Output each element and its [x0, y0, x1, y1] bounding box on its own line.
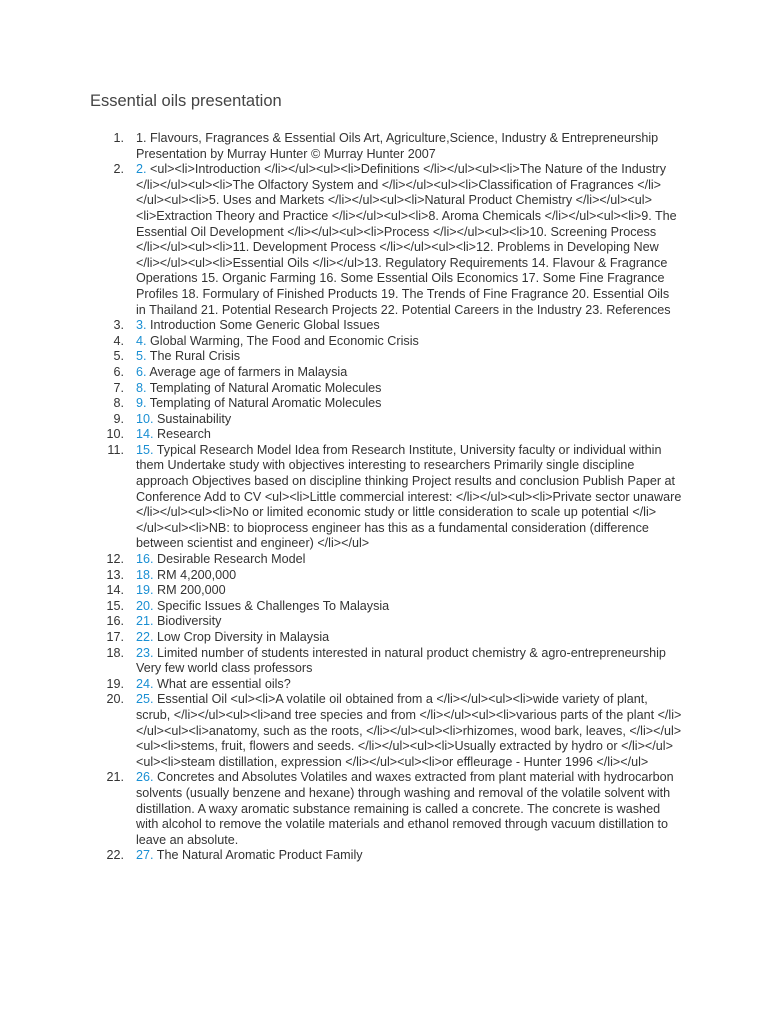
slide-number-link[interactable]: 2. [136, 162, 147, 177]
list-item [0, 692, 768, 770]
list-item-number: 15. [106, 598, 124, 613]
slide-number-link[interactable]: 21. [136, 614, 154, 629]
list-item [0, 318, 768, 334]
list-item-text: RM 200,000 [157, 583, 226, 598]
list-item-text: Sustainability [157, 411, 232, 426]
list-item [0, 349, 768, 365]
list-item-text: Templating of Natural Aromatic Molecules [149, 396, 382, 411]
list-item-number: 7. [113, 380, 124, 395]
list-item-text: The Rural Crisis [149, 349, 241, 364]
list-item-number: 3. [113, 318, 124, 333]
list-item [0, 427, 768, 443]
list-item-number: 17. [106, 630, 124, 644]
list-item-text: Desirable Research Model [157, 552, 306, 567]
list-item-number: 18. [106, 645, 124, 660]
list-item [0, 443, 768, 552]
list-item-text: <ul><li>Introduction </li></ul><ul><li>Definitions </li></ul><ul><li>The Nature of the Industry </li></ul><ul><li>The Olfactory System and </li></ul><ul><li>Classification of Fragrances </li></ul><ul><li>5. Uses and Markets </li></ul><ul><li>Natural Product Chemistry </li></ul><ul><li>Extraction Theory and Practice </li></ul><ul><li>8. Aroma Chemicals </li></ul><ul><li>9. The Essential Oil Development </li></ul><ul><li>Process </li></ul><ul><li>10. Screening Process </li></ul><ul><li>11. Development Process </li></ul><ul><li>12. Problems in Developing New </li></ul><ul><li>Essential Oils </li></ul>13. Regulatory Requirements 14. Flavour & Fragrance Operations 15. Organic Farming 16. Some Essential Oils Economics 17. Some Fine Fragrance Profiles 18. Formulary of Finished Products 19. The Trends of Fine Fragrance 20. Essential Oils in Thailand 21. Potential Research Projects 22. Potential Careers in the Industry 23. References [136, 162, 677, 317]
list-item [0, 599, 768, 615]
list-item-number: 21. [106, 770, 124, 785]
slide-number-link[interactable]: 15. [136, 442, 154, 457]
list-item [0, 365, 768, 381]
list-item [0, 131, 768, 162]
list-item-text: Specific Issues & Challenges To Malaysia [157, 598, 390, 613]
slide-number-link[interactable]: 27. [136, 848, 154, 863]
list-item [0, 677, 768, 693]
list-item-number: 6. [113, 364, 124, 379]
slide-number-link[interactable]: 9. [136, 396, 147, 411]
list-item-text: Global Warming, The Food and Economic Crisis [150, 333, 419, 348]
list-item-text: Templating of Natural Aromatic Molecules [149, 380, 382, 395]
slide-number-link[interactable]: 26. [136, 770, 154, 785]
slide-list [0, 131, 768, 864]
list-item [0, 583, 768, 599]
slide-number-link[interactable]: 22. [136, 630, 154, 644]
slide-number-link[interactable]: 16. [136, 552, 154, 567]
slide-number-link[interactable]: 6. [136, 364, 147, 379]
slide-number-link[interactable]: 8. [136, 380, 147, 395]
list-item-number: 19. [106, 676, 124, 691]
list-item-text: 1. Flavours, Fragrances & Essential Oils Art, Agriculture,Science, Industry & Entrepreneurship Presentation by Murray Hunter © Murray Hunter 2007 [136, 131, 659, 161]
list-item [0, 381, 768, 397]
slide-number-link[interactable]: 3. [136, 318, 147, 333]
list-item-number: 8. [113, 396, 124, 411]
list-item-text: The Natural Aromatic Product Family [156, 848, 363, 863]
list-item [0, 646, 768, 677]
slide-number-link[interactable]: 19. [136, 583, 154, 598]
list-item-text: Biodiversity [157, 614, 222, 629]
list-item-number: 22. [106, 848, 124, 863]
list-item-text: Typical Research Model Idea from Research Institute, University faculty or individual within them Undertake study with objectives interesting to researchers Primarily single discipline approach Objectives based on discipline thinking Project results and conclusion Publish Paper at Conference Add to CV <ul><li>Little commercial interest: </li></ul><ul><li>Private sector unaware </li></ul><ul><li>No or limited economic study or little consideration to scale up potential </li></ul><ul><li>NB: to bioprocess engineer has this as a fundamental consideration (difference between scientist and engineer) </li></ul> [136, 442, 682, 551]
list-item [0, 396, 768, 412]
slide-number-link[interactable]: 25. [136, 692, 154, 707]
slide-number-link[interactable]: 18. [136, 567, 154, 582]
list-item [0, 848, 768, 864]
list-item-number: 12. [106, 552, 124, 567]
slide-number-link[interactable]: 5. [136, 349, 147, 364]
list-item-text: Essential Oil <ul><li>A volatile oil obtained from a </li></ul><ul><li>wide variety of plant, scrub, </li></ul><ul><li>and tree species and from </li></ul><ul><li>various parts of the plant </li></ul><ul><li>anatomy, such as the roots, </li></ul><ul><li>rhizomes, wood bark, leaves, </li></ul><ul><li>stems, fruit, flowers and seeds. </li></ul><ul><li>Usually extracted by hydro or </li></ul><ul><li>steam distillation, expression </li></ul><ul><li>or effleurage - Hunter 1996 </li></ul> [136, 692, 682, 769]
list-item-number: 1. [113, 131, 124, 145]
list-item-text: Introduction Some Generic Global Issues [150, 318, 380, 333]
list-item [0, 614, 768, 630]
list-item-number: 5. [113, 349, 124, 364]
slide-number-link[interactable]: 4. [136, 333, 147, 348]
slide-number-link[interactable]: 23. [136, 645, 154, 660]
list-item [0, 770, 768, 848]
list-item-text: Research [157, 427, 211, 442]
list-item-number: 14. [106, 583, 124, 598]
list-item-number: 13. [106, 567, 124, 582]
list-item [0, 630, 768, 646]
list-item-number: 4. [113, 333, 124, 348]
slide-number-link[interactable]: 20. [136, 598, 154, 613]
list-item [0, 552, 768, 568]
list-item-number: 2. [113, 162, 124, 177]
list-item [0, 334, 768, 350]
list-item-number: 16. [106, 614, 124, 629]
list-item-number: 20. [106, 692, 124, 707]
list-item-text: Limited number of students interested in natural product chemistry & agro-entrepreneurship Very few world class professors [136, 645, 666, 676]
list-item [0, 568, 768, 584]
list-item-number: 11. [107, 442, 124, 457]
slide-number-link[interactable]: 24. [136, 676, 154, 691]
list-item [0, 412, 768, 428]
slide-number-link[interactable]: 10. [136, 411, 154, 426]
list-item-number: 10. [106, 427, 124, 442]
page-title: Essential oils presentation [90, 92, 282, 110]
list-item-text: Average age of farmers in Malaysia [149, 364, 348, 379]
list-item-number: 9. [113, 411, 124, 426]
list-item-text: RM 4,200,000 [157, 567, 237, 582]
list-item-text: What are essential oils? [157, 676, 291, 691]
list-item-text: Concretes and Absolutes Volatiles and waxes extracted from plant material with hydrocarbon solvents (usually benzene and hexane) through washing and removal of the volatile solvent with distillation. A waxy aromatic substance remaining is called a concrete. The concrete is washed with alcohol to remove the volatile materials and ethanol removed through vacuum distillation to leave an absolute. [136, 770, 674, 847]
slide-number-link[interactable]: 14. [136, 427, 154, 442]
list-item-text: Low Crop Diversity in Malaysia [157, 630, 330, 644]
list-item [0, 162, 768, 318]
